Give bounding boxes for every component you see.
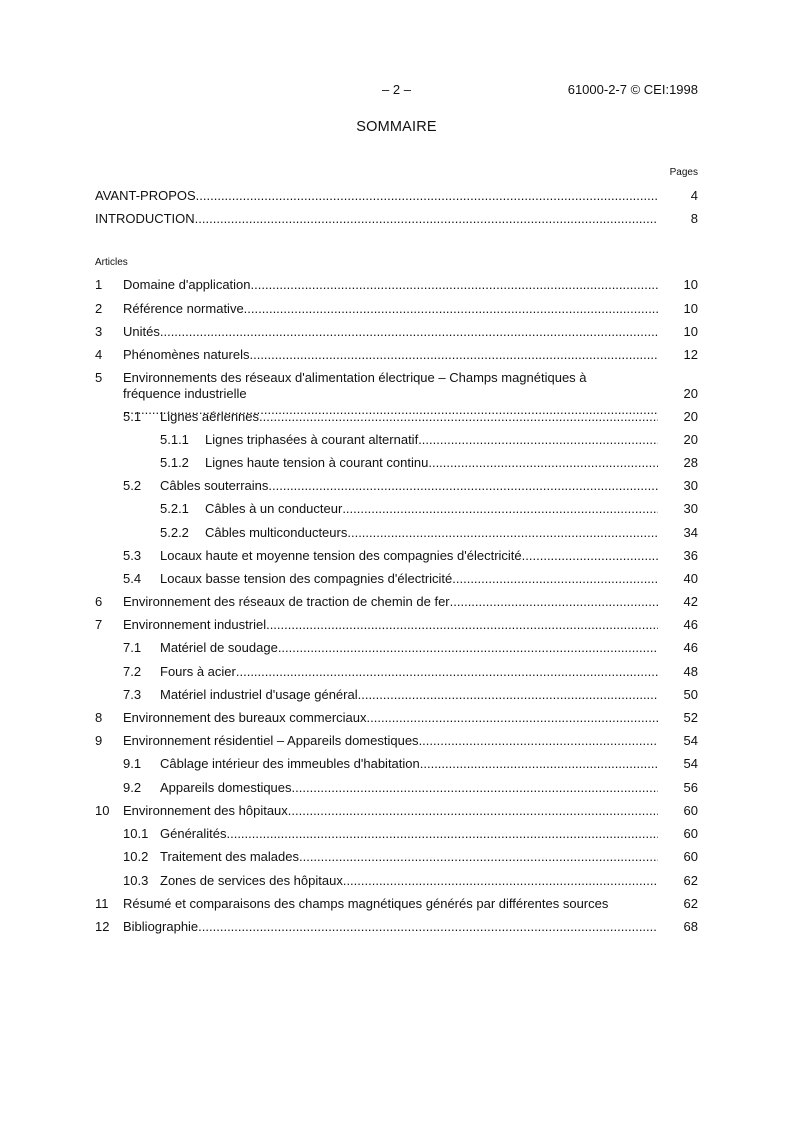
toc-entry-number: 5.2.1 — [160, 501, 189, 516]
dot-leader — [428, 455, 658, 471]
toc-entry-page: 60 — [683, 826, 698, 841]
toc-entry-7-1[interactable] — [95, 640, 698, 656]
document-reference: 61000-2-7 © CEI:1998 — [567, 82, 698, 97]
toc-entry-number: 8 — [95, 710, 103, 725]
toc-entry-page: 54 — [683, 733, 698, 748]
toc-entry-6[interactable] — [95, 594, 698, 610]
dot-leader — [198, 919, 658, 935]
toc-entry-title: Câblage intérieur des immeubles d'habitation — [160, 756, 420, 771]
toc-entry-page: 4 — [690, 188, 698, 203]
dot-leader — [420, 756, 658, 772]
toc-entry-7[interactable] — [95, 617, 698, 633]
toc-entry-number: 5.1 — [123, 409, 142, 424]
toc-entry-12[interactable] — [95, 919, 698, 935]
dot-leader — [522, 548, 658, 564]
toc-entry-page: 34 — [683, 525, 698, 540]
toc-entry-number: 5.3 — [123, 548, 142, 563]
toc-entry-page: 10 — [683, 324, 698, 339]
toc-entry-title: Domaine d'application — [123, 277, 251, 292]
toc-entry-title: Environnement des réseaux de traction de chemin de fer — [123, 594, 450, 609]
dot-leader — [288, 803, 658, 819]
toc-entry-title: INTRODUCTION — [95, 211, 195, 226]
toc-entry-number: 9.1 — [123, 756, 142, 771]
toc-entry-5-1[interactable] — [95, 409, 698, 425]
toc-entry-title: Environnement industriel — [123, 617, 267, 632]
dot-leader — [266, 617, 658, 633]
toc-entry-page: 10 — [683, 277, 698, 292]
toc-entry-title: Lignes triphasées à courant alternatif — [205, 432, 419, 447]
dot-leader — [160, 324, 658, 340]
toc-entry-title: Fours à acier — [160, 664, 236, 679]
toc-entry-10-3[interactable] — [95, 873, 698, 889]
dot-leader — [452, 571, 658, 587]
dot-leader — [259, 409, 658, 425]
toc-entry-page: 60 — [683, 849, 698, 864]
dot-leader — [343, 873, 658, 889]
toc-entry-10-2[interactable] — [95, 849, 698, 865]
toc-entry-title: Câbles souterrains — [160, 478, 269, 493]
toc-entry-page: 62 — [683, 896, 698, 911]
dot-leader — [358, 687, 658, 703]
toc-entry-number: 10.3 — [123, 873, 149, 888]
toc-entry-9-1[interactable] — [95, 756, 698, 772]
toc-entry-title: Locaux haute et moyenne tension des compagnies d'électricité — [160, 548, 522, 563]
toc-entry-3[interactable] — [95, 324, 698, 340]
toc-entry-9[interactable] — [95, 733, 698, 749]
toc-entry-title: Unités — [123, 324, 160, 339]
toc-entry-page: 40 — [683, 571, 698, 586]
toc-entry-title: Lignes aériennes — [160, 409, 260, 424]
toc-entry-number: 7.3 — [123, 687, 142, 702]
toc-entry-title: Environnement des hôpitaux — [123, 803, 288, 818]
toc-entry-page: 62 — [683, 873, 698, 888]
toc-entry-number: 7.2 — [123, 664, 142, 679]
toc-entry-page: 20 — [683, 409, 698, 424]
toc-entry-number: 1 — [95, 277, 103, 292]
toc-entry-title-line1: Environnements des réseaux d'alimentation électrique – Champs magnétiques à — [123, 370, 587, 385]
toc-entry-page: 52 — [683, 710, 698, 725]
toc-entry-number: 7 — [95, 617, 103, 632]
toc-entry-page: 10 — [683, 301, 698, 316]
toc-entry-title: Bibliographie — [123, 919, 199, 934]
toc-entry-title: Lignes haute tension à courant continu — [205, 455, 429, 470]
dot-leader — [226, 826, 658, 842]
toc-entry-title: Câbles à un conducteur — [205, 501, 343, 516]
dot-leader — [419, 733, 658, 749]
toc-entry-number: 10 — [95, 803, 110, 818]
toc-entry-page: 30 — [683, 478, 698, 493]
toc-entry-number: 5.1.2 — [160, 455, 189, 470]
dot-leader — [367, 710, 658, 726]
toc-entry-number: 12 — [95, 919, 110, 934]
dot-leader — [251, 277, 658, 293]
toc-entry-introduction[interactable] — [95, 211, 698, 227]
toc-entry-page: 46 — [683, 617, 698, 632]
toc-entry-number: 5.2.2 — [160, 525, 189, 540]
toc-entry-number: 9.2 — [123, 780, 142, 795]
toc-entry-title: AVANT-PROPOS — [95, 188, 196, 203]
toc-entry-page: 20 — [683, 432, 698, 447]
toc-entry-10-1[interactable] — [95, 826, 698, 842]
toc-entry-5-2-1[interactable] — [95, 501, 698, 517]
toc-entry-title: Appareils domestiques — [160, 780, 292, 795]
toc-entry-title: Traitement des malades — [160, 849, 299, 864]
toc-entry-7-2[interactable] — [95, 664, 698, 680]
toc-entry-page: 54 — [683, 756, 698, 771]
toc-entry-title: Matériel industriel d'usage général — [160, 687, 358, 702]
dot-leader — [278, 640, 658, 656]
toc-entry-5-2[interactable] — [95, 478, 698, 494]
dot-leader — [342, 501, 658, 517]
toc-entry-10[interactable] — [95, 803, 698, 819]
toc-entry-page: 56 — [683, 780, 698, 795]
toc-entry-number: 5.4 — [123, 571, 142, 586]
dot-leader — [299, 849, 658, 865]
toc-entry-page: 42 — [683, 594, 698, 609]
toc-entry-number: 9 — [95, 733, 103, 748]
toc-entry-title: Câbles multiconducteurs — [205, 525, 348, 540]
toc-entry-page: 60 — [683, 803, 698, 818]
toc-entry-title: Phénomènes naturels — [123, 347, 250, 362]
toc-entry-title: Locaux basse tension des compagnies d'électricité — [160, 571, 453, 586]
dot-leader — [236, 664, 658, 680]
toc-entry-5-2-2[interactable] — [95, 525, 698, 541]
pages-column-label: Pages — [669, 167, 698, 178]
toc-entry-avant-propos[interactable] — [95, 188, 698, 204]
toc-entry-7-3[interactable] — [95, 687, 698, 703]
toc-entry-number: 10.2 — [123, 849, 149, 864]
toc-entry-title: Zones de services des hôpitaux — [160, 873, 343, 888]
toc-entry-title: fréquence industrielle — [123, 386, 247, 401]
toc-entry-number: 7.1 — [123, 640, 142, 655]
toc-entry-page: 8 — [690, 211, 698, 226]
toc-entry-number: 5 — [95, 370, 103, 385]
toc-entry-1[interactable] — [95, 277, 698, 293]
toc-entry-5-3[interactable] — [95, 548, 698, 564]
toc-entry-title: Résumé et comparaisons des champs magnétiques générés par différentes sources — [123, 896, 609, 911]
toc-entry-9-2[interactable] — [95, 780, 698, 796]
toc-entry-page: 12 — [683, 347, 698, 362]
toc-entry-5-4[interactable] — [95, 571, 698, 587]
page-number: – 2 – — [382, 82, 411, 97]
toc-entry-5-1-2[interactable] — [95, 455, 698, 471]
toc-entry-number: 10.1 — [123, 826, 149, 841]
toc-entry-page: 46 — [683, 640, 698, 655]
toc-entry-title: Généralités — [160, 826, 227, 841]
toc-entry-page: 50 — [683, 687, 698, 702]
toc-entry-title: Référence normative — [123, 301, 244, 316]
toc-entry-title: Environnement résidentiel – Appareils domestiques — [123, 733, 419, 748]
toc-entry-page: 48 — [683, 664, 698, 679]
toc-entry-number: 5.1.1 — [160, 432, 189, 447]
toc-entry-5[interactable] — [95, 370, 698, 402]
toc-entry-number: 6 — [95, 594, 103, 609]
toc-entry-page: 30 — [683, 501, 698, 516]
toc-entry-number: 4 — [95, 347, 103, 362]
toc-entry-number: 11 — [95, 896, 109, 911]
toc-entry-5-1-1[interactable] — [95, 432, 698, 448]
articles-label: Articles — [95, 257, 128, 268]
dot-leader — [196, 188, 658, 204]
toc-entry-number: 3 — [95, 324, 103, 339]
toc-entry-title: Matériel de soudage — [160, 640, 278, 655]
dot-leader — [450, 594, 658, 610]
dot-leader — [347, 525, 658, 541]
toc-entry-page: 36 — [683, 548, 698, 563]
dot-leader — [244, 301, 658, 317]
page-title: SOMMAIRE — [356, 119, 437, 135]
dot-leader — [249, 347, 658, 363]
toc-entry-2[interactable] — [95, 301, 698, 317]
dot-leader — [418, 432, 658, 448]
dot-leader — [292, 780, 658, 796]
toc-entry-number: 2 — [95, 301, 103, 316]
toc-entry-4[interactable] — [95, 347, 698, 363]
toc-entry-page: 68 — [683, 919, 698, 934]
toc-entry-8[interactable] — [95, 710, 698, 726]
toc-entry-number: 5.2 — [123, 478, 142, 493]
dot-leader — [268, 478, 658, 494]
dot-leader — [195, 211, 658, 227]
toc-entry-page: 20 — [683, 386, 698, 401]
toc-entry-11[interactable] — [95, 896, 698, 912]
toc-entry-title: Environnement des bureaux commerciaux — [123, 710, 367, 725]
toc-entry-page: 28 — [683, 455, 698, 470]
